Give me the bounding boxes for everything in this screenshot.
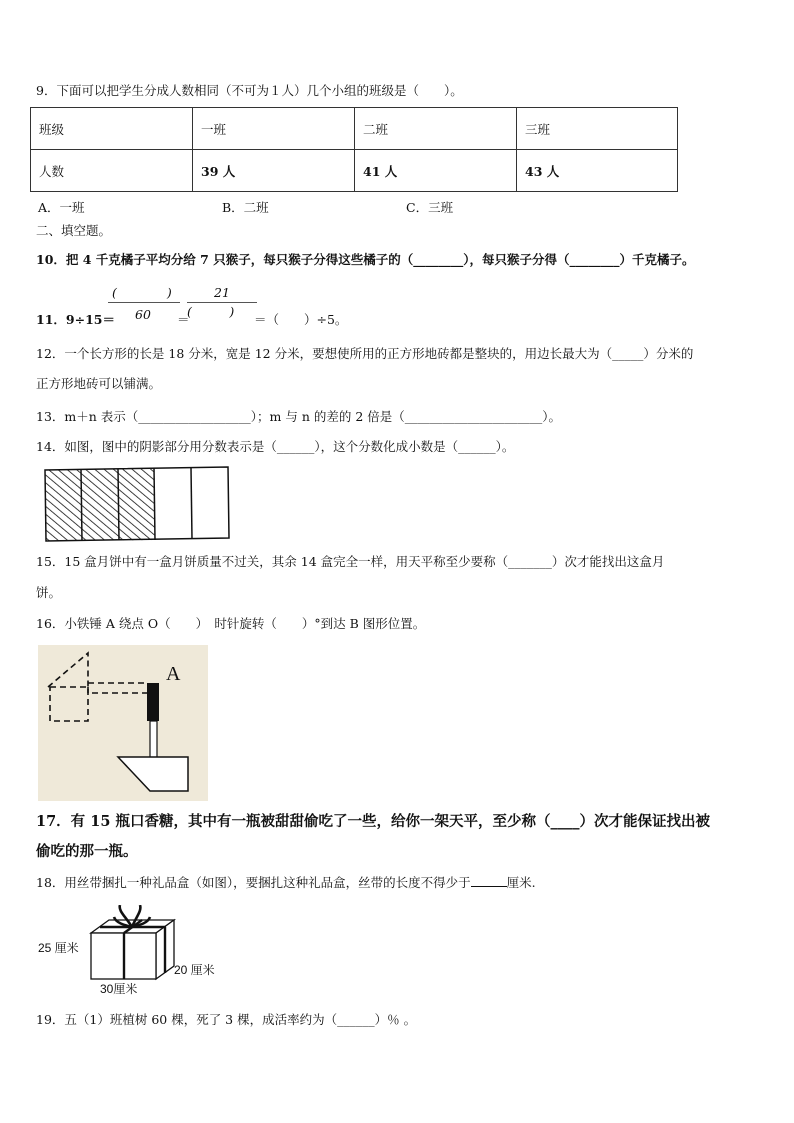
table-cell: 一班 (193, 108, 355, 150)
shaded-rectangle-figure (40, 463, 232, 545)
question-18-prefix: 18．用丝带捆扎一种礼品盒（如图），要捆扎这种礼品盒，丝带的长度不得少于 (36, 875, 471, 890)
fraction2-denominator: ( ) (187, 304, 235, 319)
table-header-row (31, 108, 678, 150)
question-9-text: 9．下面可以把学生分成人数相同（不可为１人）几个小组的班级是（ ）。 (36, 83, 463, 98)
table-cell: 43 人 (517, 150, 678, 192)
table-cell: 班级 (31, 108, 193, 150)
label-a: A (166, 663, 181, 685)
question-18-suffix: 厘米. (506, 875, 536, 890)
table-cell: 二班 (355, 108, 517, 150)
question-11-prefix: 11．9÷15＝ (36, 312, 115, 327)
fraction1-bar (108, 302, 180, 303)
question-13-text: 13．m＋n 表示（__________________）；m 与 n 的差的 2 倍是（______________________）。 (36, 409, 562, 424)
length-label: 30厘米 (100, 982, 138, 996)
table-cell: 41 人 (355, 150, 517, 192)
depth-label: 20 厘米 (174, 963, 215, 977)
question-18-text (36, 874, 536, 892)
fraction1-numerator: ( ) (112, 285, 172, 300)
option-c: C．三班 (406, 200, 454, 215)
class-size-table (30, 107, 678, 192)
question-12-line2: 正方形地砖可以铺满。 (36, 376, 162, 391)
gift-box-figure (86, 905, 186, 985)
section-heading: 二、填空题。 (36, 223, 112, 238)
table-cell: 人数 (31, 150, 193, 192)
question-10-text: 10．把 4 千克橘子平均分给 7 只猴子，每只猴子分得这些橘子的（________），每只猴子分得（________）千克橘子。 (36, 252, 695, 267)
table-cell: 39 人 (193, 150, 355, 192)
table-cell: 三班 (517, 108, 678, 150)
question-15-line2: 饼。 (36, 585, 62, 600)
question-11-suffix: ＝（ ）÷5。 (254, 312, 348, 327)
equals-sign: ＝ (177, 312, 190, 327)
fraction2-numerator: 21 (214, 285, 230, 300)
question-14-text: 14．如图，图中的阴影部分用分数表示是（______），这个分数化成小数是（______）。 (36, 439, 515, 454)
fraction1-denominator: 60 (135, 307, 151, 322)
question-12-line1: 12．一个长方形的长是 18 分米，宽是 12 分米，要想使所用的正方形地砖都是整块的，用边长最大为（_____）分米的 (36, 346, 694, 361)
question-17-line1: 17．有 15 瓶口香糖，其中有一瓶被甜甜偷吃了一些，给你一架天平，至少称（____）次才能保证找出被 (36, 813, 710, 830)
question-15-line1: 15．15 盒月饼中有一盒月饼质量不过关，其余 14 盒完全一样，用天平称至少要称（_______）次才能找出这盒月 (36, 554, 665, 569)
question-16-text: 16．小铁锤 A 绕点 O（ ） 时针旋转（ ）°到达 B 图形位置。 (36, 616, 426, 631)
answer-blank (471, 874, 507, 887)
option-b: B．二班 (222, 200, 269, 215)
question-19-text: 19．五（1）班植树 60 棵，死了 3 棵，成活率约为（______）％ 。 (36, 1012, 417, 1027)
height-label: 25 厘米 (38, 941, 79, 955)
rotation-diagram (38, 645, 208, 801)
question-17-line2: 偷吃的那一瓶。 (36, 843, 138, 860)
option-a: A．一班 (38, 200, 85, 215)
hammer-rotation-figure (38, 645, 208, 801)
table-row (31, 150, 678, 192)
